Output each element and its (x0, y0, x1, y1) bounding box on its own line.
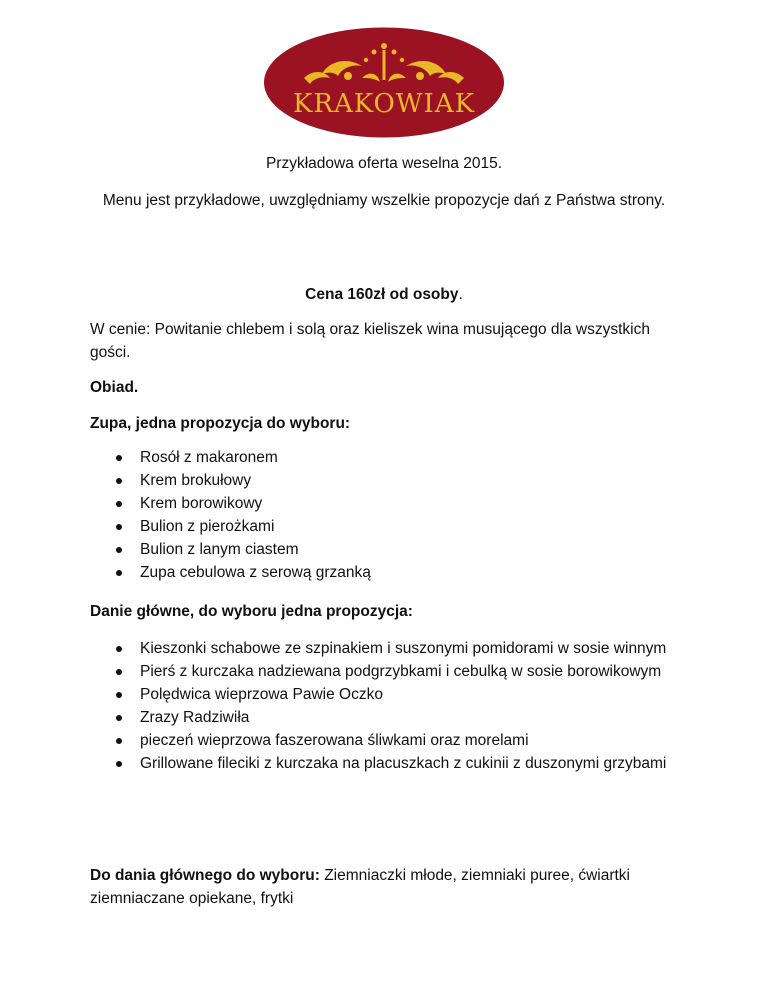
sides-label: Do dania głównego do wyboru: (90, 867, 320, 884)
included-text: W cenie: Powitanie chlebem i solą oraz kieliszek wina musującego dla wszystkich gości. (90, 321, 650, 361)
list-item: Zrazy Radziwiła (90, 706, 670, 729)
sides-text: Ziemniaczki młode, ziemniaki puree, ćwiartki ziemniaczane opiekane, frytki (90, 867, 631, 907)
price-period: . (458, 286, 463, 303)
list-item: Krem brokułowy (90, 469, 690, 492)
list-item: Pierś z kurczaka nadziewana podgrzybkami i cebulką w sosie borowikowym (90, 660, 670, 683)
soup-heading: Zupa, jedna propozycja do wyboru: (90, 415, 351, 432)
list-item: Kieszonki schabowe ze szpinakiem i suszonymi pomidorami w sosie winnym (90, 637, 670, 660)
main-course-list (90, 637, 670, 775)
list-item: Grillowane fileciki z kurczaka na placuszkach z cukinii z duszonymi grzybami (90, 752, 670, 775)
offer-title: Przykładowa oferta weselna 2015. (265, 155, 503, 172)
krakowiak-logo (262, 26, 506, 139)
logo-graphic (262, 26, 506, 139)
offer-subtitle: Menu jest przykładowe, uwzględniamy wszelkie propozycje dań z Państwa strony. (102, 192, 666, 209)
list-item: pieczeń wieprzowa faszerowana śliwkami oraz morelami (90, 729, 670, 752)
price-value: Cena 160zł od osoby (305, 286, 459, 303)
price-line (80, 283, 688, 306)
main-course-heading: Danie główne, do wyboru jedna propozycja: (90, 603, 413, 620)
list-item: Polędwica wieprzowa Pawie Oczko (90, 683, 670, 706)
list-item: Bulion z lanym ciastem (90, 538, 690, 561)
list-item: Zupa cebulowa z serową grzanką (90, 561, 690, 584)
list-item: Krem borowikowy (90, 492, 690, 515)
soup-list (90, 446, 690, 584)
sides-paragraph (90, 864, 690, 910)
logo-text: KRAKOWIAK (292, 89, 476, 119)
list-item: Rosół z makaronem (90, 446, 690, 469)
list-item: Bulion z pierożkami (90, 515, 690, 538)
dinner-heading: Obiad. (90, 379, 139, 396)
